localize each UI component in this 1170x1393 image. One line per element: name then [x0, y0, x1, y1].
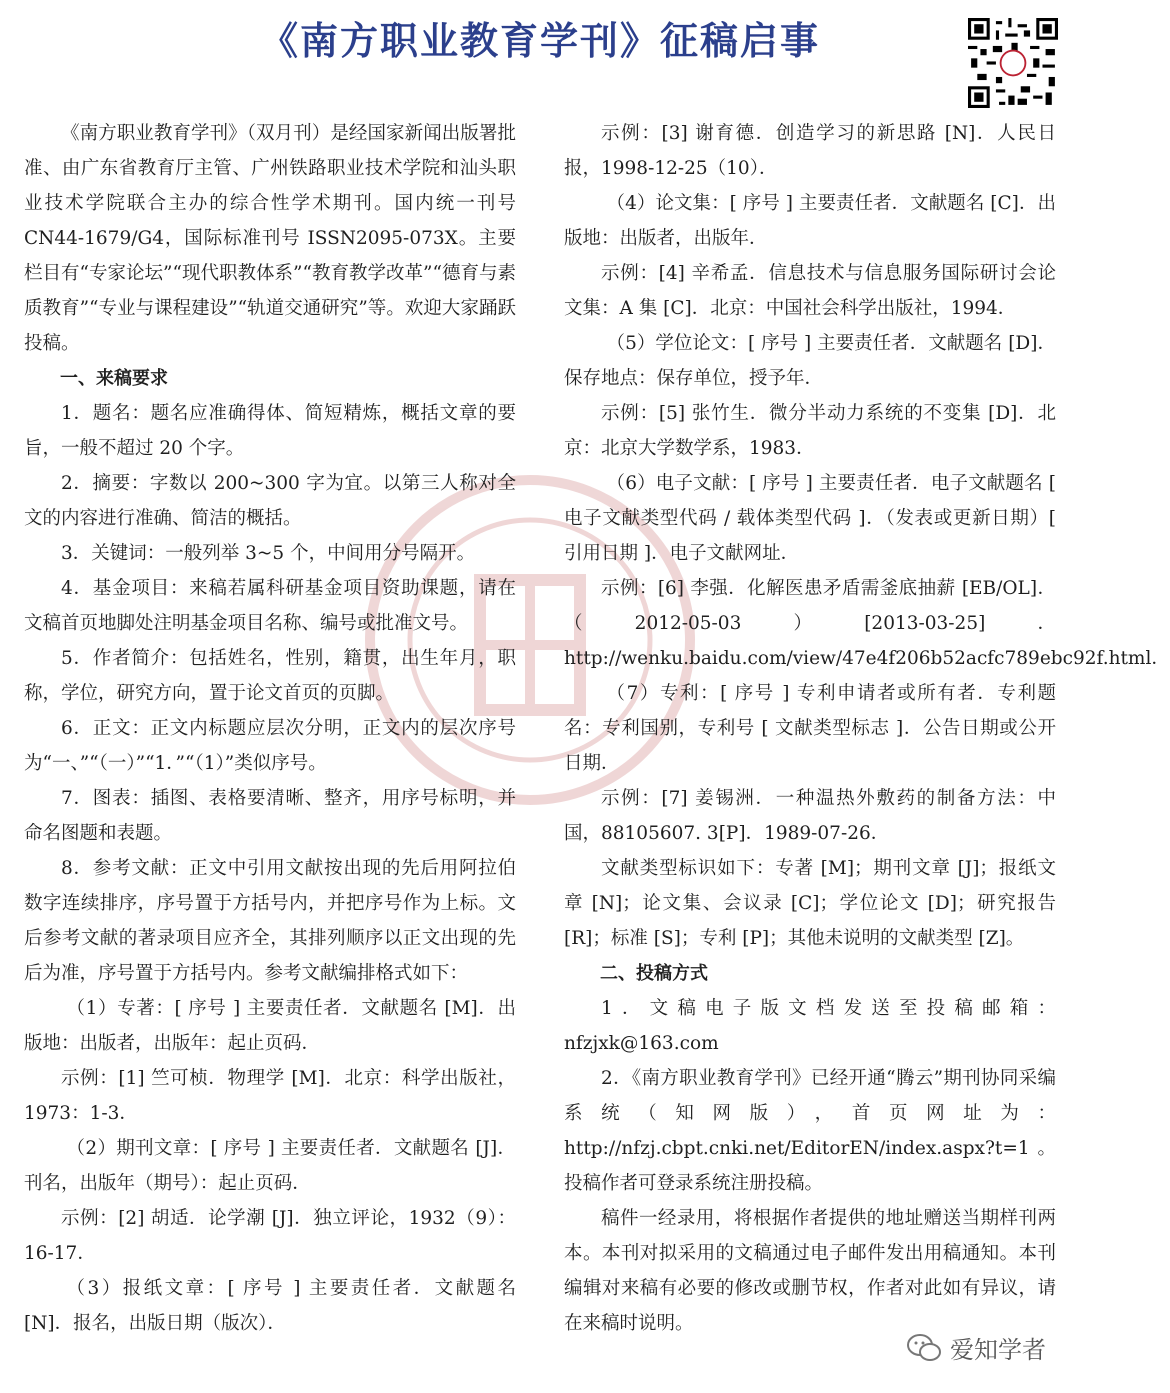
- reference-example: 示例：[1] 竺可桢．物理学 [M]．北京：科学出版社，1973：1-3．: [24, 1068, 516, 1124]
- requirement-item: 2．摘要：字数以 200~300 字为宜。以第三人称对全文的内容进行准确、简洁的概括。: [24, 473, 516, 529]
- section-heading-submission: 二、投稿方式: [600, 963, 708, 984]
- reference-example: 示例：[5] 张竹生．微分半动力系统的不变集 [D]．北京：北京大学数学系，1983．: [564, 403, 1056, 459]
- reference-example: 示例：[3] 谢育德．创造学习的新思路 [N]．人民日报，1998-12-25（10）．: [564, 123, 1056, 179]
- qr-code[interactable]: [968, 18, 1058, 108]
- intro-paragraph: 《南方职业教育学刊》（双月刊）是经国家新闻出版署批准、由广东省教育厅主管、广州铁路职业技术学院和汕头职业技术学院联合主办的综合性学术期刊。国内统一刊号 CN44-1679/G4，国际标准刊号 ISSN2095-073X。主要栏目有“专家论坛”“现代职教体系”“教育教学改革”“德育与素质教育”“专业与课程建设”“轨道交通研究”等。欢迎大家踊跃投稿。: [24, 123, 516, 354]
- requirement-item: 7．图表：插图、表格要清晰、整齐，用序号标明，并命名图题和表题。: [24, 788, 516, 844]
- document-type-list: 文献类型标识如下：专著 [M]；期刊文章 [J]；报纸文章 [N]；论文集、会议录 [C]；学位论文 [D]；研究报告 [R]；标准 [S]；专利 [P]；其他未说明的文献类型 [Z]。: [564, 858, 1056, 949]
- reference-example: 示例：[4] 辛希孟．信息技术与信息服务国际研讨会论文集：A 集 [C]．北京：中国社会科学出版社，1994．: [564, 263, 1056, 319]
- page-title: 《南方职业教育学刊》征稿启事: [259, 19, 820, 63]
- reference-example: 示例：[7] 姜锡洲．一种温热外敷药的制备方法：中国，88105607. 3[P]．1989-07-26．: [564, 788, 1056, 844]
- reference-format: （3）报纸文章：[ 序号 ] 主要责任者．文献题名 [N]．报名，出版日期（版次）．: [24, 1278, 516, 1334]
- left-column: [24, 116, 516, 1341]
- requirement-item: 1．题名：题名应准确得体、简短精炼，概括文章的要旨，一般不超过 20 个字。: [24, 403, 516, 459]
- brand-name: 爱知学者: [950, 1336, 1046, 1364]
- submission-note: 稿件一经录用，将根据作者提供的地址赠送当期样刊两本。本刊对拟采用的文稿通过电子邮件发出用稿通知。本刊编辑对来稿有必要的修改或删节权，作者对此如有异议，请在来稿时说明。: [564, 1208, 1056, 1334]
- submission-item: 1．文稿电子版文档发送至投稿邮箱：nfzjxk@163.com: [564, 998, 1056, 1054]
- wechat-brand: [906, 1330, 1046, 1365]
- reference-format: （4）论文集：[ 序号 ] 主要责任者．文献题名 [C]．出版地：出版者，出版年．: [564, 193, 1056, 249]
- wechat-icon: [906, 1333, 942, 1363]
- reference-example: 示例：[6] 李强．化解医患矛盾需釜底抽薪 [EB/OL]．（2012-05-03）[2013-03-25]． http://wenku.baidu.com/view/47e4f206b52acfc789ebc92f.html．: [564, 578, 1170, 669]
- reference-example: 示例：[2] 胡适．论学潮 [J]．独立评论，1932（9）：16-17．: [24, 1208, 516, 1264]
- submission-item: 2．《南方职业教育学刊》已经开通“腾云”期刊协同采编系统（知网版），首页网址为：http://nfzj.cbpt.cnki.net/EditorEN/index.aspx?t=1。投稿作者可登录系统注册投稿。: [564, 1068, 1056, 1194]
- requirement-item: 5．作者简介：包括姓名，性别，籍贯，出生年月，职称，学位，研究方向，置于论文首页的页脚。: [24, 648, 516, 704]
- right-column: [564, 116, 1170, 1341]
- reference-format: （1）专著：[ 序号 ] 主要责任者．文献题名 [M]．出版地：出版者，出版年：起止页码．: [24, 998, 516, 1054]
- reference-format: （5）学位论文：[ 序号 ] 主要责任者．文献题名 [D]．保存地点：保存单位，授予年．: [564, 333, 1056, 389]
- reference-format: （7）专利：[ 序号 ] 专利申请者或所有者．专利题名：专利国别，专利号 [ 文献类型标志 ]．公告日期或公开日期．: [564, 683, 1056, 774]
- requirement-item: 6．正文：正文内标题应层次分明，正文内的层次序号为“一、”“（一）”“1．”“（1）”类似序号。: [24, 718, 516, 774]
- reference-format: （6）电子文献：[ 序号 ] 主要责任者．电子文献题名 [ 电子文献类型代码 / 载体类型代码 ]．（发表或更新日期）[ 引用日期 ]．电子文献网址．: [564, 473, 1056, 564]
- section-heading-requirements: 一、来稿要求: [60, 368, 168, 389]
- requirement-item: 3．关键词：一般列举 3~5 个，中间用分号隔开。: [61, 543, 476, 564]
- requirement-item: 4．基金项目：来稿若属科研基金项目资助课题，请在文稿首页地脚处注明基金项目名称、编号或批准文号。: [24, 578, 516, 634]
- reference-format: （2）期刊文章：[ 序号 ] 主要责任者．文献题名 [J]．刊名，出版年（期号）：起止页码．: [24, 1138, 516, 1194]
- requirement-item: 8．参考文献：正文中引用文献按出现的先后用阿拉伯数字连续排序，序号置于方括号内，并把序号作为上标。文后参考文献的著录项目应齐全，其排列顺序以正文出现的先后为准，序号置于方括号内。参考文献编排格式如下：: [24, 858, 516, 984]
